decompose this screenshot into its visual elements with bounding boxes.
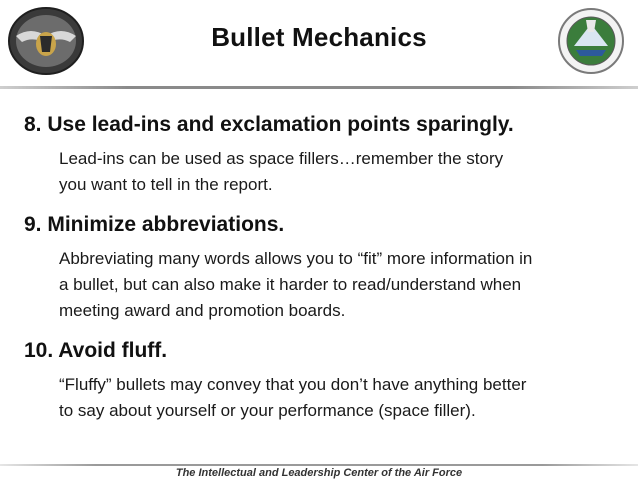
body-line: Lead-ins can be used as space fillers…remember the story: [59, 149, 504, 168]
body-line: you want to tell in the report.: [59, 175, 273, 194]
section-heading: 9. Minimize abbreviations.: [24, 213, 285, 236]
section-heading: 8. Use lead-ins and exclamation points sparingly.: [24, 113, 514, 136]
section-fluff: [24, 338, 624, 424]
section-lead-ins: [24, 112, 624, 198]
slide-header: [0, 0, 638, 90]
body-line: “Fluffy” bullets may convey that you don’t have anything better: [59, 375, 527, 394]
body-line: Abbreviating many words allows you to “fit” more information in: [59, 249, 533, 268]
body-line: to say about yourself or your performance (space filler).: [59, 401, 476, 420]
slide-title: Bullet Mechanics: [211, 22, 427, 52]
slide-content: [24, 112, 624, 438]
footer-tagline: The Intellectual and Leadership Center of the Air Force: [175, 467, 463, 479]
section-body: [59, 372, 624, 424]
footer-divider: [0, 464, 638, 466]
section-body: [59, 246, 624, 324]
section-heading: 10. Avoid fluff.: [24, 339, 168, 362]
header-divider: [0, 86, 638, 89]
section-abbreviations: [24, 212, 624, 324]
section-body: [59, 146, 624, 198]
air-university-seal-logo: [556, 6, 626, 76]
body-line: a bullet, but can also make it harder to read/understand when: [59, 275, 522, 294]
body-line: meeting award and promotion boards.: [59, 301, 346, 320]
